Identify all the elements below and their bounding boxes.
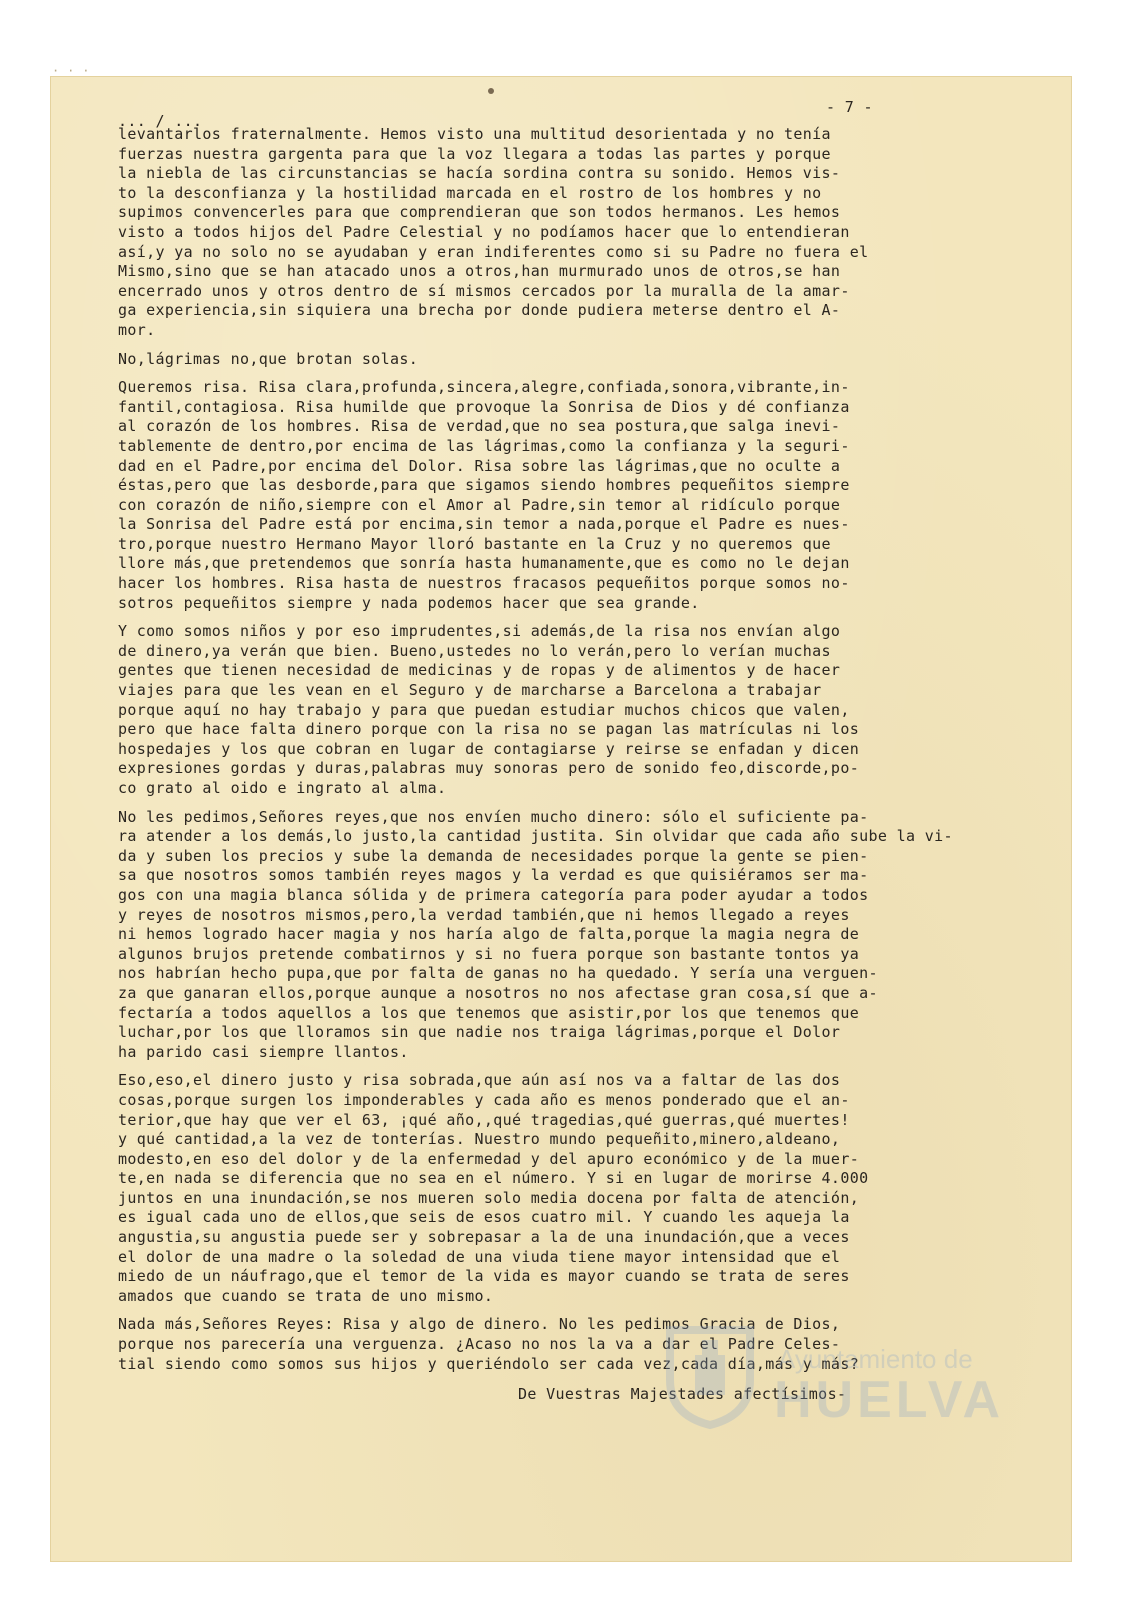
text-line: hacer los hombres. Risa hasta de nuestros fracasos pequeñitos porque somos no- (118, 574, 850, 593)
text-line: porque nos parecería una verguenza. ¿Acaso no nos la va a dar el Padre Celes- (118, 1335, 841, 1354)
text-line: pero que hace falta dinero porque con la risa no se pagan las matrículas ni los (118, 720, 860, 739)
text-line: así,y ya no solo no se ayudaban y eran indiferentes como si su Padre no fuera el (118, 242, 869, 261)
paragraph-gap (118, 1062, 948, 1071)
signature-line: De Vuestras Majestades afectísimos- (518, 1385, 847, 1403)
text-line: éstas,pero que las desborde,para que sigamos siendo hombres pequeñitos siempre (118, 476, 850, 495)
text-line: te,en nada se diferencia que no sea en el número. Y si en lugar de morirse 4.000 (118, 1169, 869, 1188)
text-line: gentes que tienen necesidad de medicinas y de ropas y de alimentos y de hacer (118, 661, 841, 680)
text-line: la niebla de las circunstancias se hacía sordina contra su sonido. Hemos vis- (118, 164, 841, 183)
text-line: y reyes de nosotros mismos,pero,la verdad también,que ni hemos llegado a reyes (118, 905, 850, 924)
text-line: al corazón de los hombres. Risa de verdad,que no sea postura,que salga inevi- (118, 417, 841, 436)
text-line: ga experiencia,sin siquiera una brecha por donde pudiera meterse dentro el A- (118, 301, 841, 320)
paragraph-gap (118, 369, 948, 378)
paragraph-gap (118, 613, 948, 622)
text-line: levantarlos fraternalmente. Hemos visto una multitud desorientada y no tenía (118, 125, 831, 143)
text-line: co grato al oido e ingrato al alma. (118, 779, 447, 797)
text-line: ha parido casi siempre llantos. (118, 1042, 409, 1061)
text-line: No les pedimos,Señores reyes,que nos envíen mucho dinero: sólo el suficiente pa- (118, 807, 869, 826)
watermark-line-2: HUELVA (774, 1371, 1005, 1429)
text-line: terior,que hay que ver el 63, ¡qué año,,qué tragedias,qué guerras,qué muertes! (118, 1110, 850, 1129)
text-line: tial siendo como somos sus hijos y queriéndolo ser cada vez,cada día,más y más? (118, 1354, 860, 1373)
text-line: angustia,su angustia puede ser y sobrepasar a la de una inundación,que a veces (118, 1228, 850, 1247)
text-line: y qué cantidad,a la vez de tonterías. Nuestro mundo pequeñito,minero,aldeano, (118, 1130, 841, 1149)
text-line: tablemente de dentro,por encima de las lágrimas,como la confianza y la seguri- (118, 436, 850, 455)
paragraph-gap (118, 341, 948, 350)
text-line: dad en el Padre,por encima del Dolor. Risa sobre las lágrimas,que no oculte a (118, 456, 841, 475)
text-line: viajes para que les vean en el Seguro y de marcharse a Barcelona a trabajar (118, 681, 822, 700)
text-line: sotros pequeñitos siempre y nada podemos hacer que sea grande. (118, 593, 700, 612)
text-line: tro,porque nuestro Hermano Mayor lloró bastante en la Cruz y no queremos que (118, 534, 831, 553)
text-line: nos habrían hecho pupa,que por falta de ganas no ha quedado. Y sería una verguen- (118, 964, 878, 983)
archive-watermark (650, 1300, 1005, 1450)
text-line: ni hemos logrado hacer magia y nos haría algo de falta,porque la magia negra de (118, 925, 860, 944)
text-line: modesto,en eso del dolor y de la enfermedad y del apuro económico y de la muer- (118, 1149, 860, 1168)
text-line: gos con una magia blanca sólida y de primera categoría para poder ayudar a todos (118, 885, 869, 904)
text-line: visto a todos hijos del Padre Celestial y no podíamos hacer que lo entendieran (118, 222, 850, 241)
text-line: encerrado unos y otros dentro de sí mismos cercados por la muralla de la amar- (118, 281, 850, 300)
page-number: - 7 - (826, 98, 873, 116)
text-line: cosas,porque surgen los imponderables y cada año es menos ponderado que el an- (118, 1090, 850, 1109)
watermark-line-1: Ayuntamiento de (778, 1344, 973, 1374)
text-line: algunos brujos pretende combatirnos y si no fuera porque son bastante tontos ya (118, 944, 860, 963)
text-line: hospedajes y los que cobran en lugar de contagiarse y reirse se enfadan y dicen (118, 739, 860, 758)
letter-body (118, 125, 953, 1374)
text-line: mor. (118, 320, 156, 339)
text-line: porque aquí no hay trabajo y para que puedan estudiar muchos chicos que valen, (118, 700, 850, 719)
text-line: sa que nosotros somos también reyes magos y la verdad es que quisiéramos ser ma- (118, 866, 869, 885)
text-line: de dinero,ya verán que bien. Bueno,ustedes no lo verán,pero lo verían muchas (118, 641, 831, 660)
text-line: fuerzas nuestra gargenta para que la voz llegara a todas las partes y porque (118, 144, 831, 163)
text-line: expresiones gordas y duras,palabras muy sonoras pero de sonido feo,discorde,po- (118, 759, 860, 778)
text-line: Eso,eso,el dinero justo y risa sobrada,que aún así nos va a faltar de las dos (118, 1071, 841, 1090)
text-line: za que ganaran ellos,porque aunque a nosotros no nos afectase gran cosa,sí que a- (118, 983, 878, 1002)
ink-smudge: · · · (52, 64, 90, 78)
text-line: la Sonrisa del Padre está por encima,sin temor a nada,porque el Padre es nues- (118, 515, 850, 534)
text-line: fantil,contagiosa. Risa humilde que provoque la Sonrisa de Dios y dé confianza (118, 397, 850, 416)
text-line: No,lágrimas no,que brotan solas. (118, 349, 419, 368)
text-line: Nada más,Señores Reyes: Risa y algo de dinero. No les pedimos Gracia de Dios, (118, 1315, 841, 1334)
continuation-marker: ... / ... (118, 112, 203, 130)
text-line: ra atender a los demás,lo justo,la cantidad justita. Sin olvidar que cada año sube la vi- (118, 827, 953, 846)
text-line: Y como somos niños y por eso imprudentes,si además,de la risa nos envían algo (118, 622, 841, 641)
paragraph-gap (118, 799, 948, 808)
text-line: luchar,por los que lloramos sin que nadie nos traiga lágrimas,porque el Dolor (118, 1023, 841, 1042)
text-line: con corazón de niño,siempre con el Amor al Padre,sin temor al ridículo porque (118, 495, 841, 514)
paper-mark-dot (488, 88, 494, 94)
text-line: fectaría a todos aquellos a los que tenemos que asistir,por los que tenemos que (118, 1003, 860, 1022)
text-line: miedo de un náufrago,que el temor de la vida es mayor cuando se trata de seres (118, 1267, 850, 1286)
text-line: Queremos risa. Risa clara,profunda,sincera,alegre,confiada,sonora,vibrante,in- (118, 378, 850, 397)
text-line: da y suben los precios y sube la demanda de necesidades porque la gente se pien- (118, 846, 869, 865)
text-line: Mismo,sino que se han atacado unos a otros,han murmurado unos de otros,se han (118, 262, 841, 281)
text-line: juntos en una inundación,se nos mueren solo media docena por falta de atención, (118, 1188, 860, 1207)
text-line: amados que cuando se trata de uno mismo. (118, 1286, 494, 1305)
text-line: llore más,que pretendemos que sonría hasta humanamente,que es como no le dejan (118, 554, 850, 573)
text-line: el dolor de una madre o la soledad de una viuda tiene mayor intensidad que el (118, 1247, 841, 1266)
city-seal-icon (650, 1320, 770, 1430)
text-line: es igual cada uno de ellos,que seis de esos cuatro mil. Y cuando les aqueja la (118, 1208, 850, 1227)
text-line: supimos convencerles para que comprendieran que son todos hermanos. Les hemos (118, 203, 841, 222)
text-line: to la desconfianza y la hostilidad marcada en el rostro de los hombres y no (118, 183, 822, 202)
